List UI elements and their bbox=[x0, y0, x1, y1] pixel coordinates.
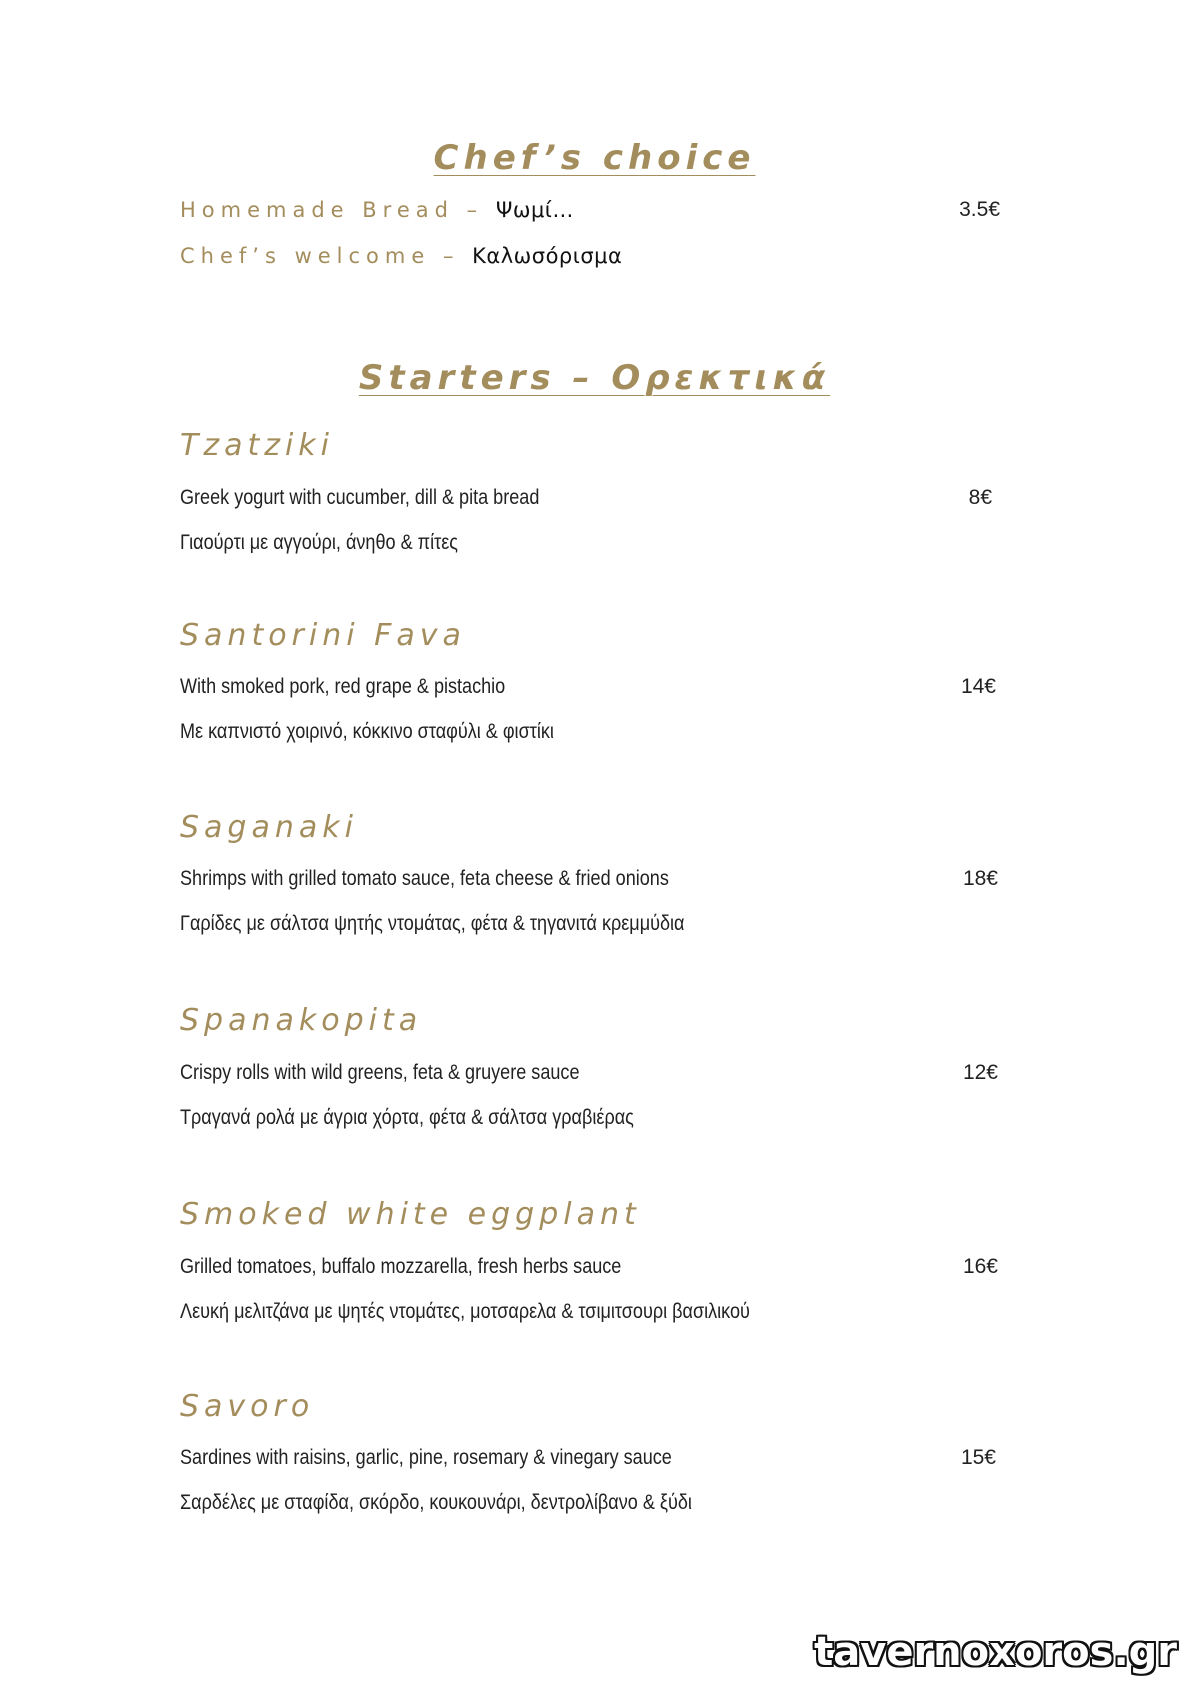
item-desc-gr-saganaki: Γαρίδες με σάλτσα ψητής ντομάτας, φέτα & τηγανιτά κρεμμύδια bbox=[180, 912, 685, 935]
price-smoked-white-eggplant: 16€ bbox=[962, 1255, 998, 1278]
starters-title: Starters – Ορεκτικά bbox=[358, 358, 831, 398]
item-desc-gr-santorini-fava: Με καπνιστό χοιρινό, κόκκινο σταφύλι & φιστίκι bbox=[180, 720, 554, 743]
item-name-saganaki: Saganaki bbox=[180, 810, 358, 845]
price-tzatziki: 8€ bbox=[968, 486, 992, 509]
item-desc-en-tzatziki: Greek yogurt with cucumber, dill & pita bread bbox=[180, 486, 540, 509]
chef-line-chefs-welcome bbox=[180, 242, 622, 271]
chef-line-en: Chef’s welcome – bbox=[180, 244, 473, 268]
price-spanakopita: 12€ bbox=[962, 1061, 998, 1084]
item-name-savoro: Savoro bbox=[180, 1389, 315, 1424]
price-santorini-fava: 14€ bbox=[960, 675, 996, 698]
item-desc-gr-tzatziki: Γιαούρτι με αγγούρι, άνηθο & πίτες bbox=[180, 531, 458, 554]
chef-line-gr: Καλωσόρισμα bbox=[472, 244, 623, 268]
item-name-tzatziki: Tzatziki bbox=[180, 428, 335, 463]
chefs-choice-title: Chef’s choice bbox=[433, 138, 756, 178]
item-desc-en-saganaki: Shrimps with grilled tomato sauce, feta cheese & fried onions bbox=[180, 867, 669, 890]
item-desc-gr-savoro: Σαρδέλες με σταφίδα, σκόρδο, κουκουνάρι, δεντρολίβανο & ξύδι bbox=[180, 1491, 692, 1514]
item-name-santorini-fava: Santorini Fava bbox=[180, 618, 466, 653]
chef-line-en: Homemade Bread – bbox=[180, 198, 496, 222]
item-desc-en-smoked-white-eggplant: Grilled tomatoes, buffalo mozzarella, fresh herbs sauce bbox=[180, 1255, 622, 1278]
item-desc-gr-smoked-white-eggplant: Λευκή μελιτζάνα με ψητές ντομάτες, μοτσαρελα & τσιμιτσουρι βασιλικού bbox=[180, 1300, 750, 1323]
price-homemade-bread: 3.5€ bbox=[959, 198, 1000, 221]
item-name-spanakopita: Spanakopita bbox=[180, 1003, 423, 1038]
price-saganaki: 18€ bbox=[962, 867, 998, 890]
item-name-smoked-white-eggplant: Smoked white eggplant bbox=[180, 1197, 641, 1232]
item-desc-en-spanakopita: Crispy rolls with wild greens, feta & gruyere sauce bbox=[180, 1061, 580, 1084]
chef-line-gr: Ψωμί… bbox=[495, 198, 574, 222]
watermark: tavernoxoros.gr bbox=[814, 1629, 1177, 1675]
item-desc-en-santorini-fava: With smoked pork, red grape & pistachio bbox=[180, 675, 506, 698]
chef-line-homemade-bread bbox=[180, 196, 574, 225]
price-savoro: 15€ bbox=[960, 1446, 996, 1469]
item-desc-en-savoro: Sardines with raisins, garlic, pine, rosemary & vinegary sauce bbox=[180, 1446, 672, 1469]
item-desc-gr-spanakopita: Τραγανά ρολά με άγρια χόρτα, φέτα & σάλτσα γραβιέρας bbox=[180, 1106, 634, 1129]
